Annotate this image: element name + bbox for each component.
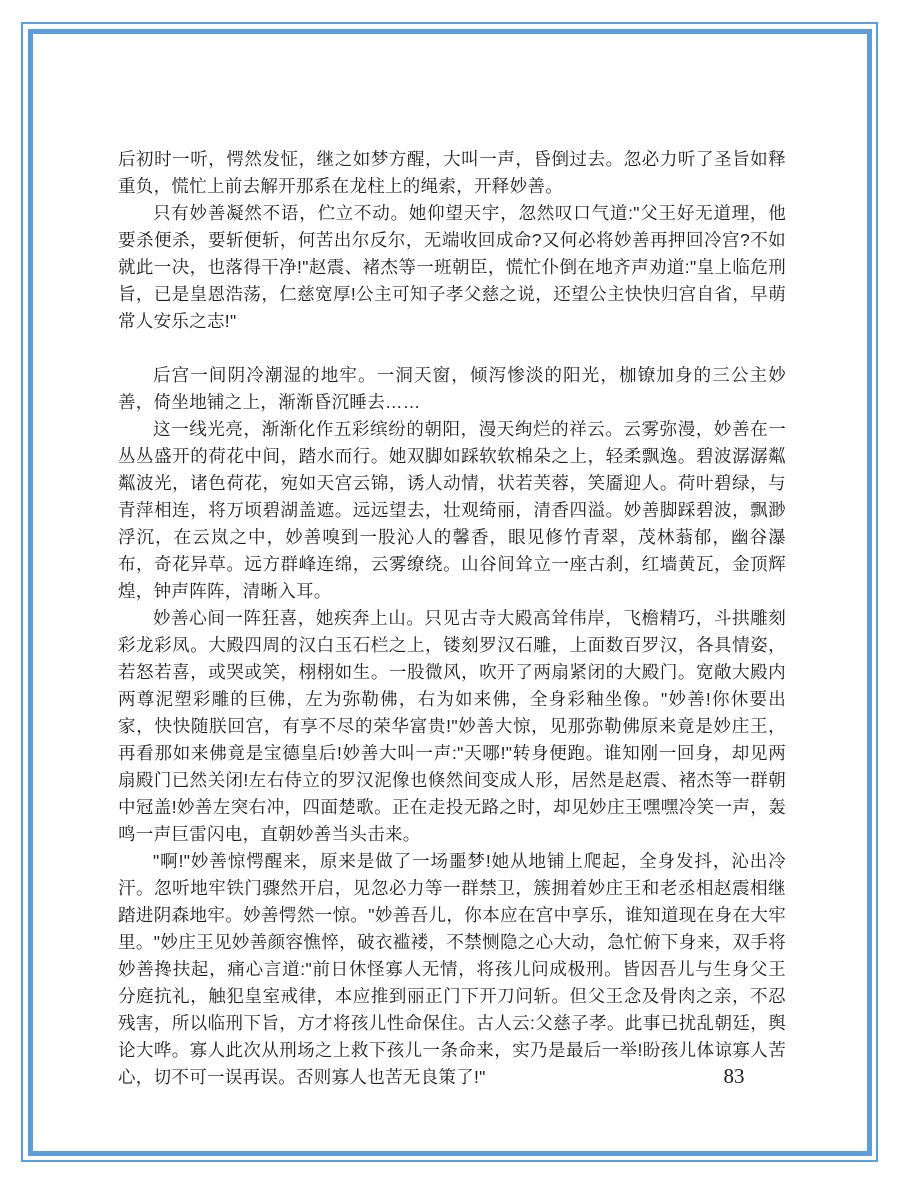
paragraph-miaoshan-reply: 只有妙善凝然不语，伫立不动。她仰望天宇，忽然叹口气道:"父王好无道理，他要杀便杀，要斩便斩，何苦出尔反尔，无端收回成命?又何必将妙善再押回冷宫?不如就此一决，也落得干净!"赵震、褚杰等一班朝臣，慌忙仆倒在地齐声劝道:"皇上临危刑旨，已是皇恩浩荡，仁慈宽厚!公主可知子孝父慈之说，还望公主快快归宫自省，早萌常人安乐之志!" <box>118 203 786 331</box>
paragraph-awakening: "啊!"妙善惊愕醒来，原来是做了一场噩梦!她从地铺上爬起，全身发抖，沁出冷汗。忽听地牢铁门骤然开启，见忽必力等一群禁卫，簇拥着妙庄王和老丞相赵震相继踏进阴森地牢。妙善愕然一惊。"妙善吾儿，你本应在宫中享乐，谁知道现在身在大牢里。"妙庄王见妙善颜容憔悴，破衣褴褛，不禁恻隐之心大动，急忙俯下身来，双手将妙善搀扶起，痛心言道:"前日休怪寡人无情，将孩儿问成极刑。皆因吾儿与生身父王分庭抗礼，触犯皇室戒律，本应推到丽正门下开刀问斩。但父王念及骨肉之亲，不忍残害，所以临刑下旨，方才将孩儿性命保住。古人云:父慈子孝。此事已扰乱朝廷，舆论大哗。寡人此次从刑场之上救下孩儿一条命来，实乃是最后一举!盼孩儿体谅寡人苦心，切不可一误再误。否则寡人也苦无良策了!" <box>118 851 786 1087</box>
paragraph-dungeon: 后宫一间阴冷潮湿的地牢。一洞天窗，倾泻惨淡的阳光，枷镣加身的三公主妙善，倚坐地铺之上，渐渐昏沉睡去…… <box>118 365 786 412</box>
paragraph-continuation: 后初时一听，愕然发怔，继之如梦方醒，大叫一声，昏倒过去。忽必力听了圣旨如释重负，慌忙上前去解开那系在龙柱上的绳索，开释妙善。 <box>118 149 786 196</box>
page-number: 83 <box>723 1064 745 1088</box>
paragraph-temple-dream: 妙善心间一阵狂喜，她疾奔上山。只见古寺大殿高耸伟岸，飞檐精巧，斗拱雕刻彩龙彩凤。大殿四周的汉白玉石栏之上，镂刻罗汉石雕，上面数百罗汉，各具情姿，若怒若喜，或哭或笑，栩栩如生。一股微风，吹开了两扇紧闭的大殿门。宽敞大殿内两尊泥塑彩雕的巨佛，左为弥勒佛，右为如来佛，全身彩釉坐像。"妙善!你休要出家，快快随朕回宫，有享不尽的荣华富贵!"妙善大惊，见那弥勒佛原来竟是妙庄王，再看那如来佛竟是宝德皇后!妙善大叫一声:"天哪!"转身便跑。谁知刚一回身，却见两扇殿门已然关闭!左右侍立的罗汉泥像也倏然间变成人形，居然是赵震、褚杰等一群朝中冠盖!妙善左突右冲，四面楚歌。正在走投无路之时，却见妙庄王嘿嘿冷笑一声，轰鸣一声巨雷闪电，直朝妙善当头击来。 <box>118 608 786 844</box>
body-text <box>118 146 786 1091</box>
paragraph-dream-lotus: 这一线光亮，渐渐化作五彩缤纷的朝阳，漫天绚烂的祥云。云雾弥漫，妙善在一丛丛盛开的荷花中间，踏水而行。她双脚如踩软软棉朵之上，轻柔飘逸。碧波潺潺粼粼波光，诸色荷花，宛如天宫云锦，诱人动情，状若芙蓉，笑靥迎人。荷叶碧绿，与青萍相连，将万顷碧湖盖遮。远远望去，壮观绮丽，清香四溢。妙善脚踩碧波，飘渺浮沉，在云岚之中，妙善嗅到一股沁人的馨香，眼见修竹青翠，茂林蓊郁，幽谷瀑布，奇花异草。远方群峰连绵，云雾缭绕。山谷间耸立一座古刹，红墙黄瓦，金顶辉煌，钟声阵阵，清晰入耳。 <box>118 419 786 601</box>
